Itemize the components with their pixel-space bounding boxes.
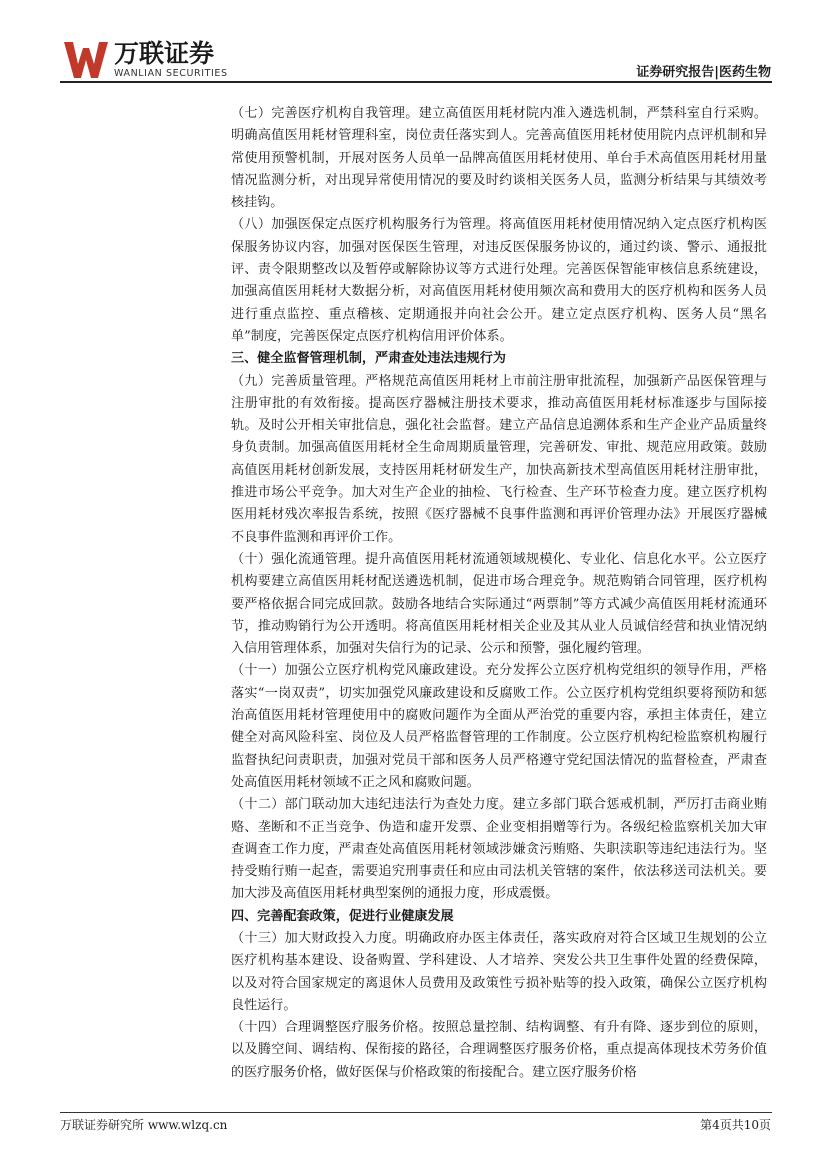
- page-number: 第4页共10页: [700, 1118, 771, 1132]
- paragraph-13: （十三）加大财政投入力度。明确政府办医主体责任，落实政府对符合区域卫生规划的公立医疗机构基本建设、设备购置、学科建设、人才培养、突发公共卫生事件处置的经费保障，以及对符合国家规定的离退休人员费用及政策性亏损补贴等的投入政策，确保公立医疗机构良性运行。: [231, 930, 767, 1013]
- section-heading-3: 三、健全监督管理机制，严肃查处违法违规行为: [231, 351, 506, 367]
- footer-source: 万联证券研究所 www.wlzq.cn: [60, 1118, 228, 1132]
- report-type-label: 证券研究报告|医药生物: [636, 65, 771, 80]
- paragraph-12: （十二）部门联动加大违纪违法行为查处力度。建立多部门联合惩戒机制，严厉打击商业贿赂、垄断和不正当竞争、伪造和虚开发票、企业变相捐赠等行为。各级纪检监察机关加大审查调查工作力度，严肃查处高值医用耗材领域涉嫌贪污贿赂、失职渎职等违纪违法行为。坚持受贿行贿一起查，需要追究刑事责任和应由司法机关管辖的案件，依法移送司法机关。要加大涉及高值医用耗材典型案例的通报力度，形成震慑。: [231, 797, 767, 902]
- brand-name-cn: 万联证券: [114, 39, 215, 68]
- header-divider: [60, 81, 772, 83]
- paragraph-10: （十）强化流通管理。提升高值医用耗材流通领域规模化、专业化、信息化水平。公立医疗机构要建立高值医用耗材配送遴选机制，促进市场合理竞争。规范购销合同管理，医疗机构要严格依据合同完成回款。鼓励各地结合实际通过“两票制”等方式减少高值医用耗材流通环节，推动购销行为公开透明。将高值医用耗材相关企业及其从业人员诚信经营和执业情况纳入信用管理体系，加强对失信行为的记录、公示和预警，强化履约管理。: [231, 551, 767, 657]
- document-body: [231, 103, 767, 1084]
- paragraph-9: （九）完善质量管理。严格规范高值医用耗材上市前注册审批流程，加强新产品医保管理与注册审批的有效衔接。提高医疗器械注册技术要求，推动高值医用耗材标准逐步与国际接轨。及时公开相关审批信息，强化社会监督。建立产品信息追溯体系和生产企业产品质量终身负责制。加强高值医用耗材全生命周期质量管理，完善研发、审批、规范应用政策。鼓励高值医用耗材创新发展，支持医用耗材研发生产，加快高新技术型高值医用耗材注册审批，推进市场公平竞争。加大对生产企业的抽检、飞行检查、生产环节检查力度。建立医疗机构医用耗材残次率报告系统，按照《医疗器械不良事件监测和再评价管理办法》开展医疗器械不良事件监测和再评价工作。: [231, 373, 767, 545]
- paragraph-7: （七）完善医疗机构自我管理。建立高值医用耗材院内准入遴选机制，严禁科室自行采购。明确高值医用耗材管理科室，岗位责任落实到人。完善高值医用耗材使用院内点评机制和异常使用预警机制，开展对医务人员单一品牌高值医用耗材使用、单台手术高值医用耗材用量情况监测分析，对出现异常使用情况的要及时约谈相关医务人员，监测分析结果与其绩效考核挂钩。: [231, 106, 767, 211]
- brand-name-en: WANLIAN SECURITIES: [114, 68, 228, 79]
- section-heading-4: 四、完善配套政策，促进行业健康发展: [231, 908, 454, 924]
- wanlian-logo-icon: [64, 42, 108, 78]
- paragraph-8: （八）加强医保定点医疗机构服务行为管理。将高值医用耗材使用情况纳入定点医疗机构医保服务协议内容，加强对医保医生管理，对违反医保服务协议的，通过约谈、警示、通报批评、责令限期整改以及暂停或解除协议等方式进行处理。完善医保智能审核信息系统建设，加强高值医用耗材大数据分析，对高值医用耗材使用频次高和费用大的医疗机构和医务人员进行重点监控、重点稽核、定期通报并向社会公开。建立定点医疗机构、医务人员“黑名单”制度，完善医保定点医疗机构信用评价体系。: [231, 217, 767, 344]
- page-header: [0, 0, 827, 90]
- footer-divider: [60, 1112, 772, 1113]
- paragraph-11: （十一）加强公立医疗机构党风廉政建设。充分发挥公立医疗机构党组织的领导作用，严格落实“一岗双责”，切实加强党风廉政建设和反腐败工作。公立医疗机构党组织要将预防和惩治高值医用耗材管理使用中的腐败问题作为全面从严治党的重要内容，承担主体责任，建立健全对高风险科室、岗位及人员严格监督管理的工作制度。公立医疗机构纪检监察机构履行监督执纪问责职责，加强对党员干部和医务人员严格遵守党纪国法情况的监督检查，严肃查处高值医用耗材领域不正之风和腐败问题。: [231, 663, 767, 790]
- paragraph-14: （十四）合理调整医疗服务价格。按照总量控制、结构调整、有升有降、逐步到位的原则，以及腾空间、调结构、保衔接的路径，合理调整医疗服务价格，重点提高体现技术劳务价值的医疗服务价格，做好医保与价格政策的衔接配合。建立医疗服务价格: [231, 1020, 767, 1080]
